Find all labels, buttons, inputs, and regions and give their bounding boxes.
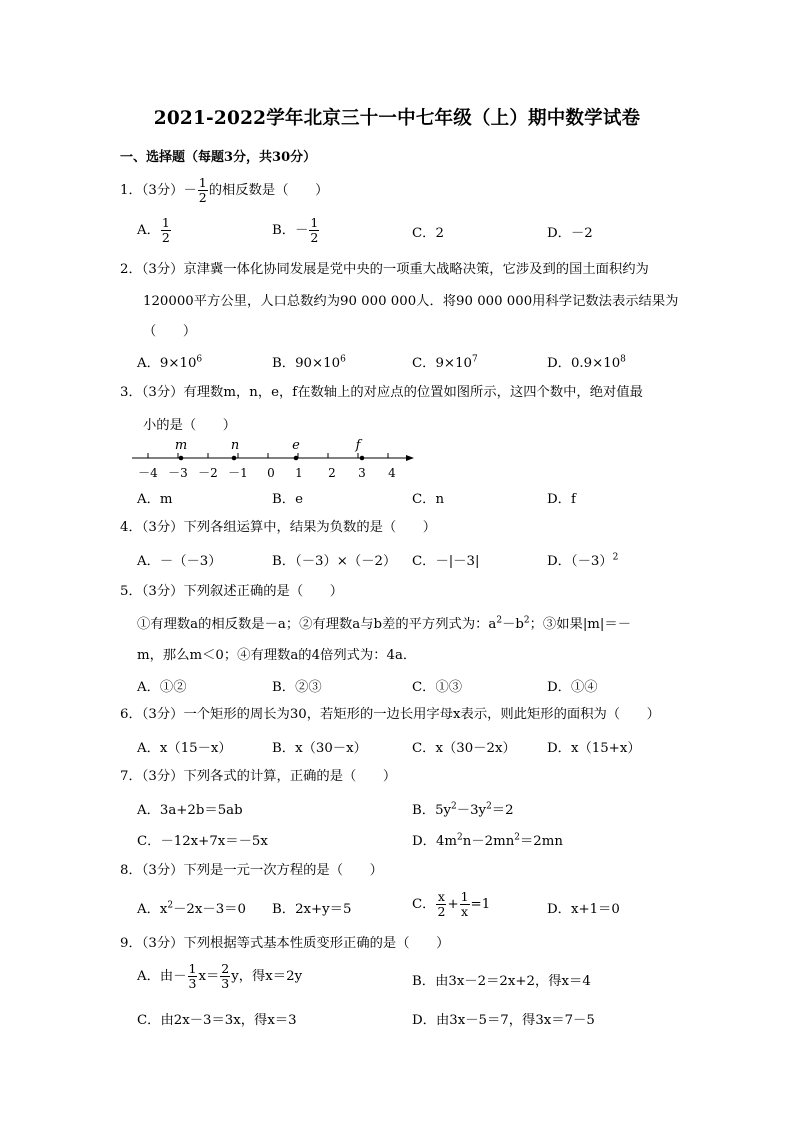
q3-option-c: C．n xyxy=(412,492,445,507)
q3-option-a: A．m xyxy=(137,492,173,507)
question-2-line-1: 2．（3分）京津冀一体化协同发展是党中央的一项重大战略决策，它涉及到的国土面积约为 xyxy=(120,262,649,277)
point-n xyxy=(232,456,237,461)
q6-option-d: D．x（15+x） xyxy=(547,741,641,756)
question-3-line-1: 3．（3分）有理数m，n，e，f在数轴上的对应点的位置如图所示，这四个数中，绝对值最 xyxy=(120,385,643,400)
question-7: 7．（3分）下列各式的计算，正确的是（ ） xyxy=(120,769,397,784)
tick-label: 2 xyxy=(328,466,336,480)
q6-option-c: C．x（30－2x） xyxy=(412,741,516,756)
number-line-arrow xyxy=(406,455,414,461)
q3-option-b: B．e xyxy=(272,492,303,507)
q9-option-b: B．由3x－2＝2x+2，得x＝4 xyxy=(412,974,591,989)
tick-label: 0 xyxy=(267,466,275,480)
q7-option-c: C．－12x+7x＝－5x xyxy=(137,834,268,849)
question-9: 9．（3分）下列根据等式基本性质变形正确的是（ ） xyxy=(120,936,450,951)
q6-option-a: A．x（15－x） xyxy=(137,741,232,756)
tick-label: －4 xyxy=(138,466,158,480)
q6-option-b: B．x（30－x） xyxy=(272,741,367,756)
q2-option-c: C．$9\times 10^7$ xyxy=(412,354,478,371)
q7-option-a: A．3a+2b＝5ab xyxy=(137,803,243,818)
tick-label: 4 xyxy=(388,466,396,480)
q5-option-d: D．①④ xyxy=(547,680,598,695)
q5-statement-line-2: m，那么m＜0；④有理数a的4倍列式为：4a． xyxy=(137,648,417,663)
q8-option-b: B．2x+y＝5 xyxy=(272,902,352,917)
q5-option-b: B．②③ xyxy=(272,680,322,695)
point-m xyxy=(179,456,184,461)
question-3-line-2: 小的是（ ） xyxy=(143,418,237,433)
question-2-line-2: 120000平方公里，人口总数约为90 000 000人．将90 000 000用科学记数法表示结果为 xyxy=(143,294,679,309)
q3-option-d: D．f xyxy=(547,492,576,507)
question-1: 1．（3分）－ $\frac{1}{2}$ 的相反数是（ ） xyxy=(120,175,329,205)
tick-label: －1 xyxy=(228,466,248,480)
point-label-n: n xyxy=(230,438,240,453)
q8-option-c: C． $\frac{x}{2}$ + $\frac{1}{x}$ =1 xyxy=(412,889,491,919)
q5-option-c: C．①③ xyxy=(412,680,463,695)
q4-option-c: C．－|－3| xyxy=(412,554,480,569)
q1-option-a: A． $\frac{1}{2}$ xyxy=(137,215,170,245)
question-6: 6．（3分）一个矩形的周长为30，若矩形的一边长用字母x表示，则此矩形的面积为（ ） xyxy=(120,707,660,722)
q2-option-b: B．$90\times 10^6$ xyxy=(272,354,346,371)
q1-option-b: B．－ $\frac{1}{2}$ xyxy=(272,215,319,245)
number-line xyxy=(128,436,428,482)
q1-option-d: D．－2 xyxy=(547,226,593,241)
section-heading: 一、选择题（每题3分，共30分） xyxy=(120,150,317,165)
question-2-line-3: （ ） xyxy=(143,324,197,339)
q2-option-a: A．$9\times 10^6$ xyxy=(137,354,203,371)
q8-option-a: A．$x^2-2x-3=0$ xyxy=(137,900,246,917)
point-label-e: e xyxy=(292,438,300,453)
q4-option-d: D．$(-3)^2$ xyxy=(547,552,619,569)
q5-option-a: A．①② xyxy=(137,680,187,695)
q5-statement-line-1: ①有理数a的相反数是－a；②有理数a与b差的平方列式为：$a^2-b^2$；③如果|m|＝－ xyxy=(137,615,631,632)
point-f xyxy=(360,456,365,461)
question-4: 4．（3分）下列各组运算中，结果为负数的是（ ） xyxy=(120,520,437,535)
question-8: 8．（3分）下列是一元一次方程的是（ ） xyxy=(120,863,383,878)
question-5: 5．（3分）下列叙述正确的是（ ） xyxy=(120,584,344,599)
point-label-m: m xyxy=(174,438,188,453)
tick-label: 3 xyxy=(358,466,366,480)
q8-option-d: D．x+1＝0 xyxy=(547,902,620,917)
q9-option-d: D．由3x－5＝7，得3x＝7－5 xyxy=(412,1013,595,1028)
q9-option-a: A．由－ $\frac{1}{3}$ x＝ $\frac{2}{3}$ y，得x＝2y xyxy=(137,961,303,991)
tick-marks xyxy=(148,453,388,458)
q1-option-c: C．2 xyxy=(412,226,444,241)
point-e xyxy=(294,456,299,461)
q2-option-d: D．$0.9\times 10^8$ xyxy=(547,354,626,371)
tick-label: 1 xyxy=(295,466,303,480)
tick-label: －3 xyxy=(168,466,188,480)
point-label-f: f xyxy=(355,438,361,453)
page-title: 2021-2022学年北京三十一中七年级（上）期中数学试卷 xyxy=(153,108,641,129)
q4-option-b: B．（－3）×（－2） xyxy=(272,554,397,569)
q9-option-c: C．由2x－3＝3x，得x＝3 xyxy=(137,1013,297,1028)
q4-option-a: A．－（－3） xyxy=(137,554,222,569)
tick-label: －2 xyxy=(198,466,218,480)
q7-option-b: B．$5y^2-3y^2=2$ xyxy=(412,801,514,818)
q7-option-d: D．$4m^2n-2mn^2=2mn$ xyxy=(412,832,563,849)
